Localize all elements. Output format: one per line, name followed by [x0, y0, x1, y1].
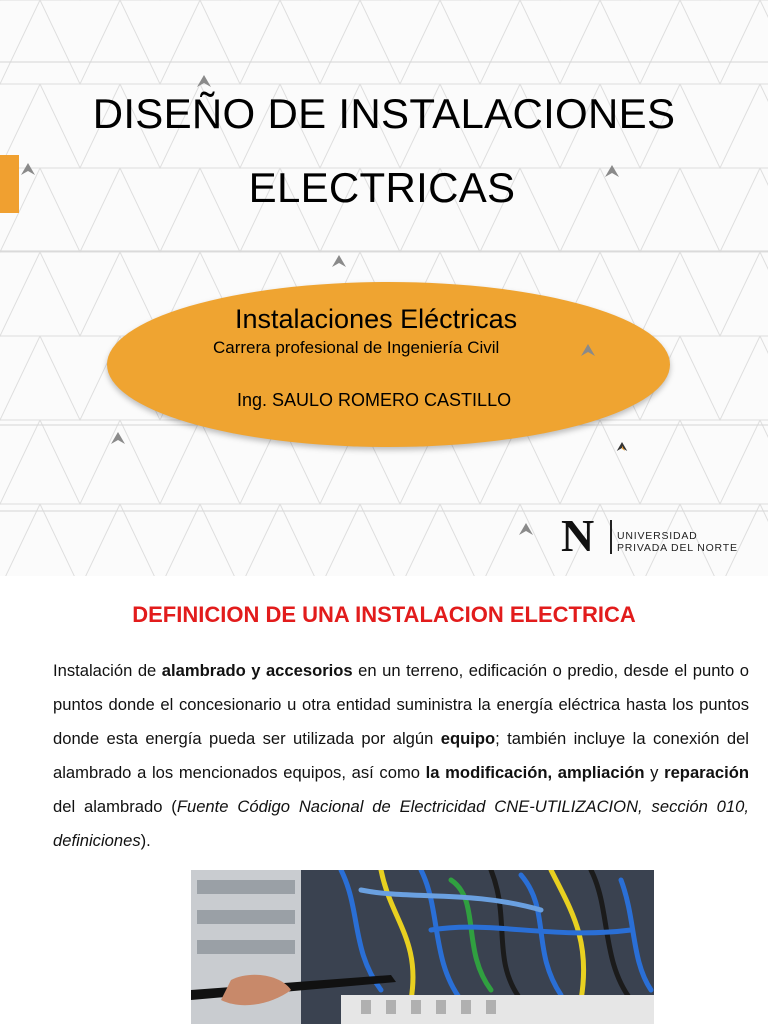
bold-span: la modificación, ampliación [425, 763, 645, 782]
text-span: ). [140, 831, 151, 850]
triangle-arrow-icon [580, 343, 596, 357]
slide-title-line1: DISEÑO DE INSTALACIONES [92, 90, 676, 137]
teacher-name: Ing. SAULO ROMERO CASTILLO [237, 390, 512, 410]
text-span: Instalación de [53, 661, 162, 680]
wiring-illustration [191, 870, 654, 1024]
source-citation: Fuente Código Nacional de Electricidad CNE-UTILIZACION, sección 010, definiciones [53, 797, 749, 850]
logo-text [617, 530, 738, 554]
definition-paragraph [53, 654, 749, 858]
triangle-arrow-icon [331, 254, 347, 268]
electrical-panel-photo [191, 870, 654, 1024]
triangle-arrow-icon [20, 162, 36, 176]
text-span: y [644, 763, 665, 782]
definition-slide [0, 576, 768, 1024]
triangle-arrow-icon [604, 164, 620, 178]
university-logo [561, 510, 761, 561]
triangle-arrow-icon [616, 441, 628, 452]
logo-text-line1: UNIVERSIDAD [617, 530, 698, 542]
triangle-arrow-icon [518, 522, 534, 536]
text-span: ; también incluye la conexión del alambrado a los mencionados equipos, así como [53, 729, 749, 782]
bold-span: alambrado y accesorios [161, 661, 353, 680]
logo-divider [610, 520, 612, 554]
definition-heading: DEFINICION DE UNA INSTALACION ELECTRICA [132, 602, 636, 627]
bold-span: equipo [440, 729, 496, 748]
logo-text-line2: PRIVADA DEL NORTE [617, 542, 738, 554]
triangle-arrow-icon [196, 74, 212, 88]
logo-mark: N [561, 510, 595, 561]
career-name: Carrera profesional de Ingeniería Civil [213, 338, 500, 357]
bold-span: reparación [664, 763, 749, 782]
text-span: en un terreno, edificación o predio, desde el punto o puntos donde el concesionario u otra entidad suministra la energía eléctrica hasta los puntos donde esta energía pueda ser utilizada por algún [53, 661, 749, 748]
slide-title-line2: ELECTRICAS [248, 164, 516, 211]
text-span: del alambrado ( [53, 797, 177, 816]
triangle-arrow-icon [110, 431, 126, 445]
course-name: Instalaciones Eléctricas [235, 304, 518, 334]
